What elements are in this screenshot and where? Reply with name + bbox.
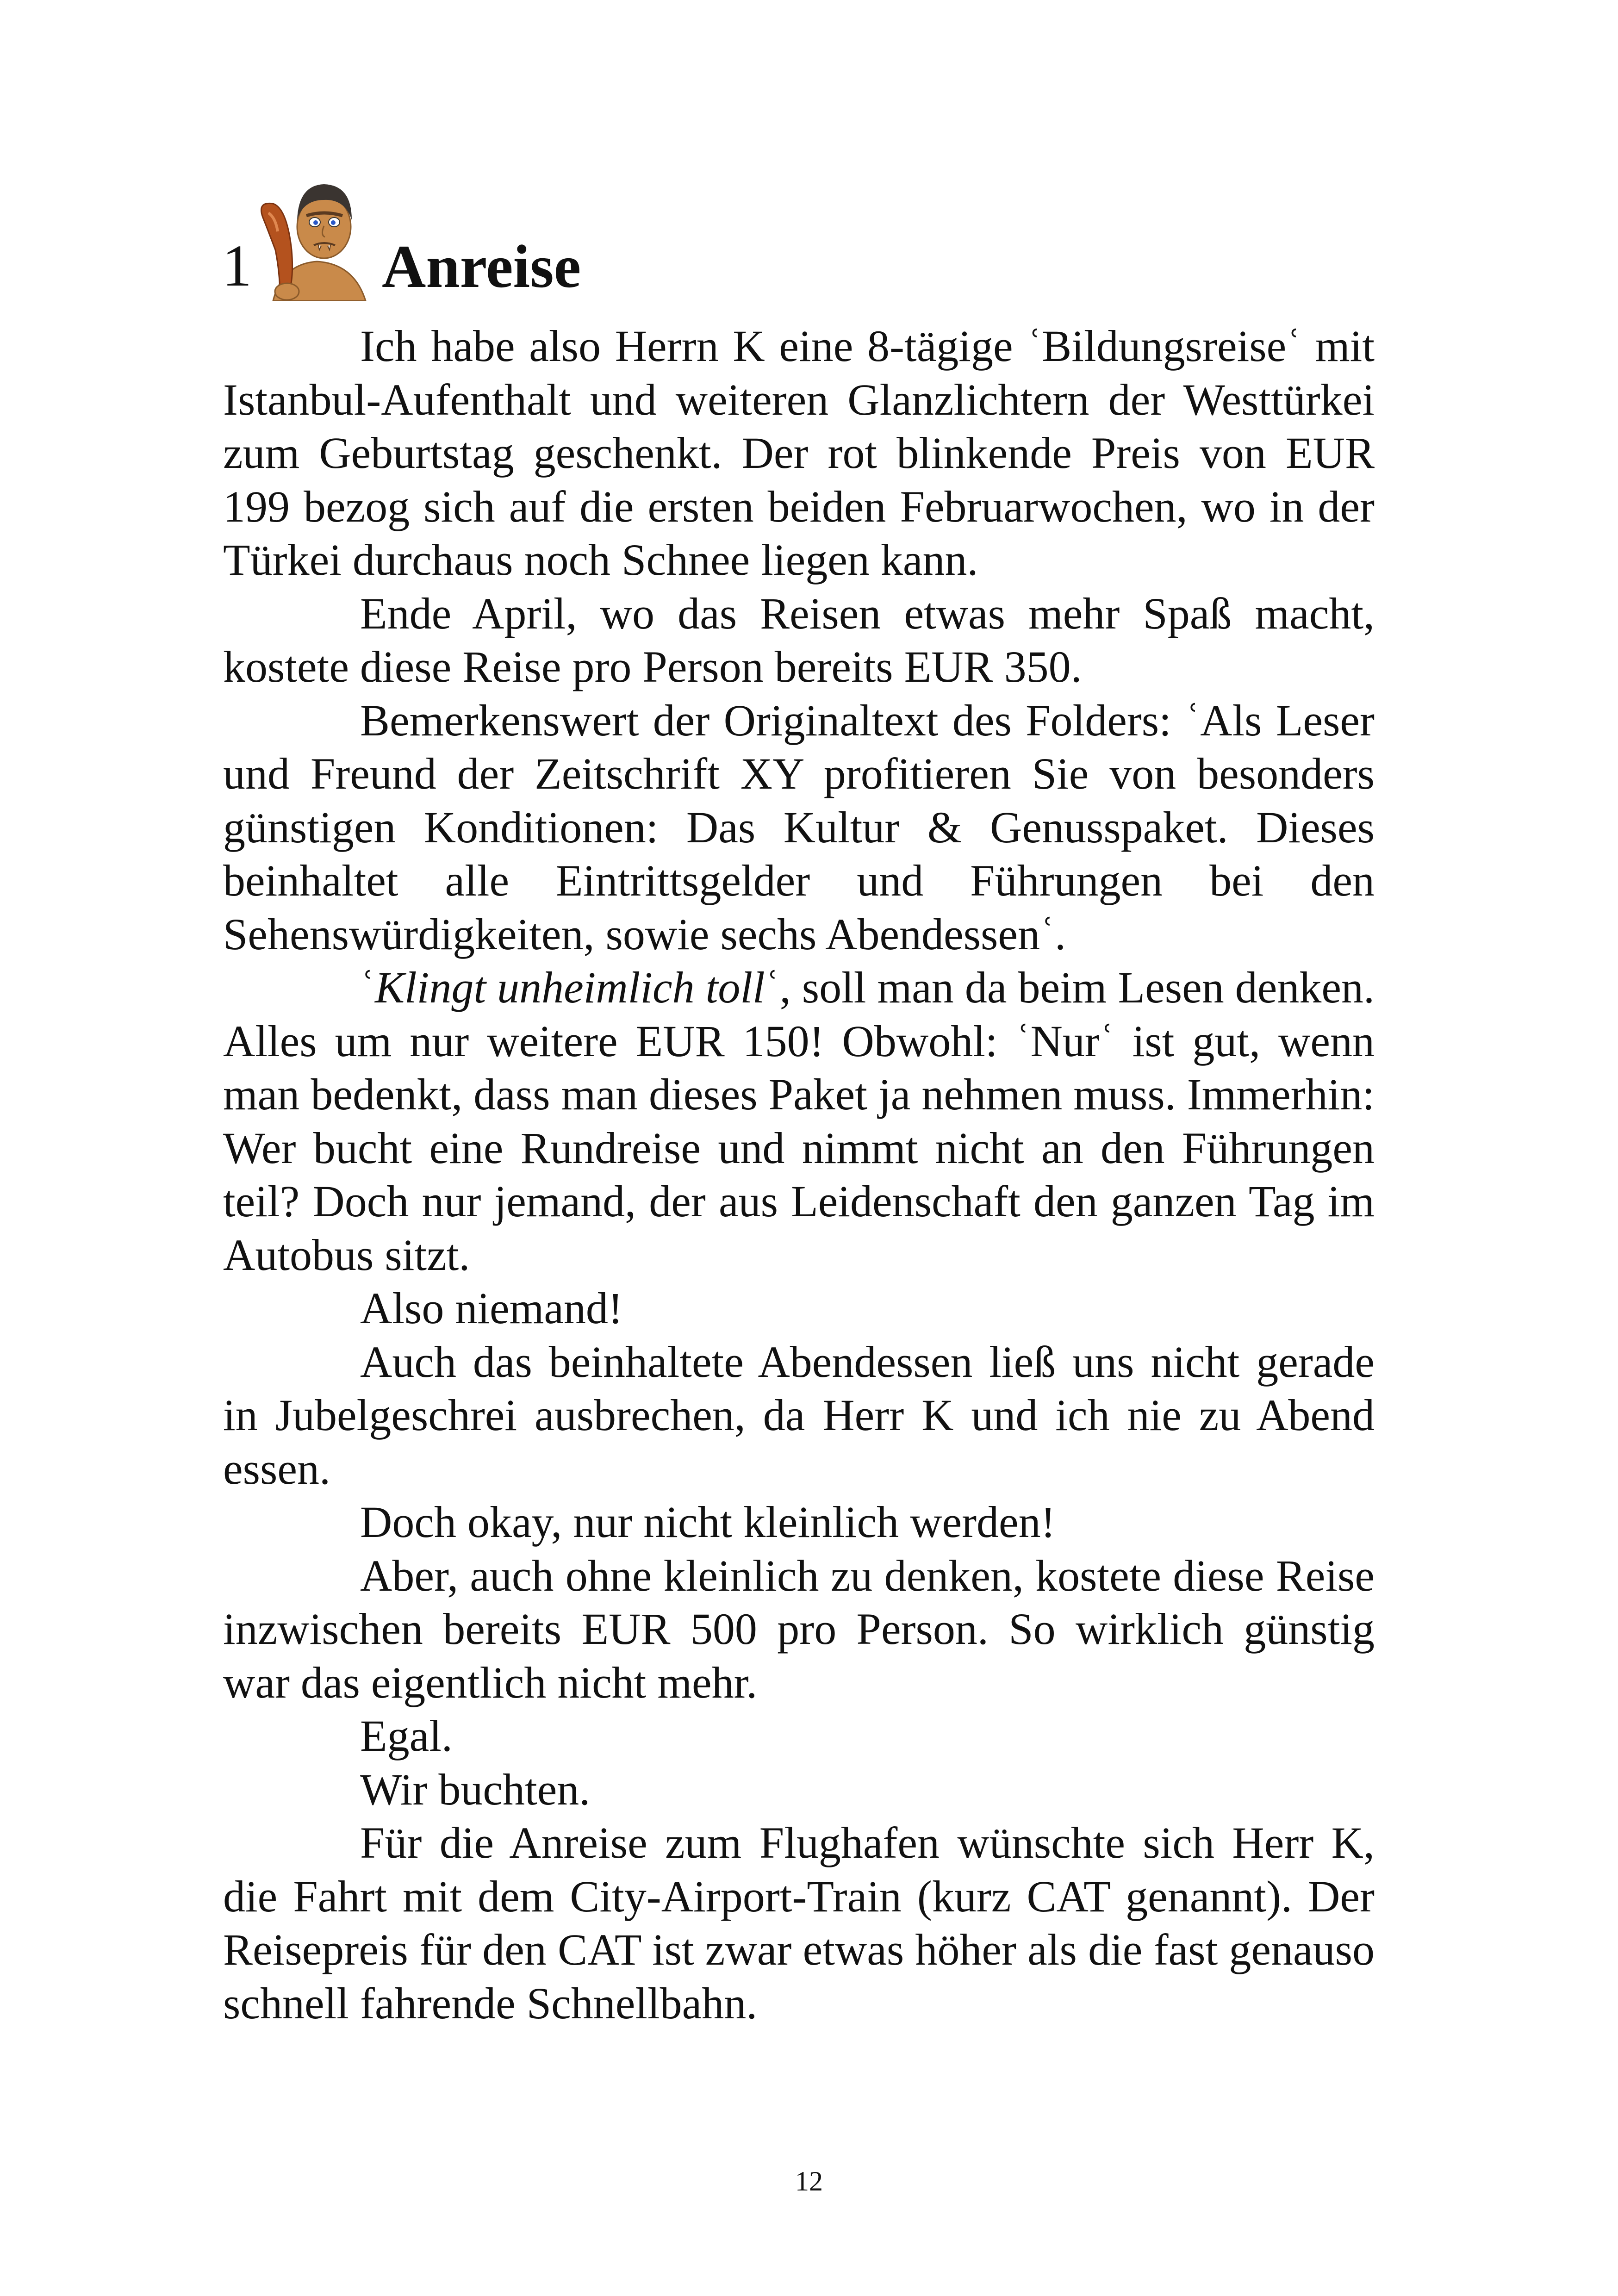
- paragraph-text: ʿ, soll man da beim Lesen denken. Alles um nur weitere EUR 150! Obwohl: ʿNurʿ ist gut, wenn man bedenkt, dass man dieses Paket ja nehmen muss. Immerhin: Wer bucht eine Rundreise und nimmt nicht an den Führungen teil? Doch nur jemand, der aus Leidenschaft den ganzen Tag im Autobus sitzt.: [223, 963, 1375, 1280]
- chapter-title: Anreise: [382, 232, 581, 300]
- italic-quote: Klingt unheimlich toll: [374, 963, 765, 1012]
- chapter-body: [223, 319, 1375, 2030]
- chapter-number: 1: [222, 233, 252, 299]
- paragraph: Wir buchten.: [360, 1764, 591, 1814]
- paragraph: Ende April, wo das Reisen etwas mehr Spaß macht, kostete diese Reise pro Person bereits EUR 350.: [223, 588, 1375, 691]
- paragraph: Bemerkenswert der Originaltext des Folders: ʿAls Leser und Freund der Zeitschrift XY profitieren Sie von besonders günstigen Konditionen: Das Kultur & Genusspaket. Dieses beinhaltet alle Eintrittsgelder und Führungen bei den Sehenswürdigkeiten, sowie sechs Abendessenʿ.: [223, 695, 1375, 959]
- caveman-with-club-icon: [255, 176, 380, 301]
- paragraph: Egal.: [360, 1711, 453, 1761]
- paragraph: [223, 961, 1375, 1282]
- page-number: 12: [795, 2166, 823, 2196]
- paragraph: Ich habe also Herrn K eine 8-tägige ʿBildungsreiseʿ mit Istanbul-Aufenthalt und weiteren Glanzlichtern der Westtürkei zum Geburtstag geschenkt. Der rot blinkende Preis von EUR 199 bezog sich auf die ersten beiden Februarwochen, wo in der Türkei durchaus noch Schnee liegen kann.: [223, 321, 1375, 585]
- quote-mark: ʿ: [360, 963, 375, 1012]
- paragraph: Doch okay, nur nicht kleinlich werden!: [360, 1497, 1056, 1547]
- chapter-heading: [222, 176, 1425, 310]
- paragraph: Also niemand!: [360, 1283, 623, 1333]
- paragraph: Für die Anreise zum Flughafen wünschte sich Herr K, die Fahrt mit dem City-Airport-Train (kurz CAT genannt). Der Reisepreis für den CAT ist zwar etwas höher als die fast genauso schnell fahrende Schnellbahn.: [223, 1818, 1375, 2028]
- paragraph: Auch das beinhaltete Abendessen ließ uns nicht gerade in Jubelgeschrei ausbrechen, da Herr K und ich nie zu Abend essen.: [223, 1337, 1375, 1493]
- paragraph: Aber, auch ohne kleinlich zu denken, kostete diese Reise inzwischen bereits EUR 500 pro Person. So wirklich günstig war das eigentlich nicht mehr.: [223, 1550, 1375, 1707]
